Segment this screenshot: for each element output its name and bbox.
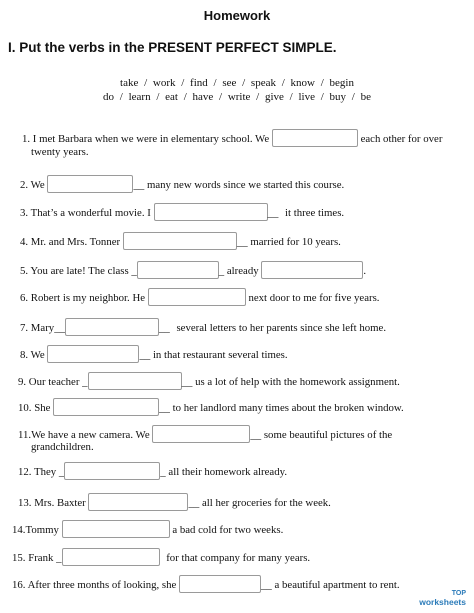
blank-line: __ <box>188 497 200 509</box>
question-text: 15. Frank <box>12 552 54 564</box>
logo-text-bottom: worksheets <box>419 597 466 607</box>
blank-line: _ <box>218 265 225 277</box>
question-text: 2. We <box>20 179 45 191</box>
answer-input-7[interactable] <box>65 318 159 336</box>
question-text: 14.Tommy <box>12 524 59 536</box>
question-text: it three times. <box>285 207 345 219</box>
question-text: 7. Mary <box>20 322 55 334</box>
blank-line: __ <box>54 322 65 334</box>
question-text: 8. We <box>20 349 45 361</box>
question-text: a beautiful apartment to rent. <box>274 579 400 591</box>
question-3 <box>20 203 344 221</box>
question-text: 3. That’s a wonderful movie. I <box>20 207 151 219</box>
logo-text-top: TOP <box>451 590 466 597</box>
blank-line: _ <box>56 552 62 564</box>
question-4 <box>20 232 341 250</box>
topworksheets-logo <box>419 589 466 607</box>
question-text: 6. Robert is my neighbor. He <box>20 292 146 304</box>
answer-input-14[interactable] <box>62 520 170 538</box>
verb-list-row-2: do / learn / eat / have / write / give / live / buy / be <box>103 91 371 103</box>
answer-input-15[interactable] <box>62 548 160 566</box>
question-text: in that restaurant several times. <box>152 349 288 361</box>
exercise-heading: I. Put the verbs in the PRESENT PERFECT SIMPLE. <box>8 40 337 55</box>
question-9 <box>18 372 400 390</box>
question-5 <box>20 261 366 279</box>
answer-input-10[interactable] <box>53 398 159 416</box>
answer-input-5a[interactable] <box>137 261 219 279</box>
question-16 <box>12 575 400 593</box>
question-11-continued: grandchildren. <box>31 441 94 453</box>
question-text: us a lot of help with the homework assignment. <box>195 376 400 388</box>
verb-list-row-1: take / work / find / see / speak / know / begin <box>120 77 354 89</box>
question-6 <box>20 288 380 306</box>
question-text: 9. Our teacher <box>18 376 80 388</box>
question-text: 13. Mrs. Baxter <box>18 497 86 509</box>
blank-line: _ <box>82 376 88 388</box>
question-text: all her groceries for the week. <box>201 497 331 509</box>
question-7 <box>20 318 386 336</box>
question-1-continued: twenty years. <box>31 146 89 158</box>
answer-input-12[interactable] <box>64 462 160 480</box>
question-14 <box>12 520 283 538</box>
question-10 <box>18 398 404 416</box>
answer-input-5b[interactable] <box>261 261 363 279</box>
question-text: married for 10 years. <box>250 236 341 248</box>
answer-input-8[interactable] <box>47 345 139 363</box>
question-text: for that company for many years. <box>166 552 311 564</box>
blank-line: _ <box>131 265 137 277</box>
question-text: 10. She <box>18 402 51 414</box>
question-text: next door to me for five years. <box>248 292 380 304</box>
question-text: each other for over <box>360 133 443 145</box>
blank-line: __ <box>159 402 170 414</box>
blank-line: __ <box>250 429 262 441</box>
question-text: already <box>226 265 259 277</box>
blank-line: __ <box>139 349 151 361</box>
blank-line: _ <box>160 466 166 478</box>
answer-input-16[interactable] <box>179 575 261 593</box>
worksheet-title: Homework <box>203 8 271 23</box>
question-text: some beautiful pictures of the <box>263 429 393 441</box>
question-text: . <box>363 265 367 277</box>
answer-input-4[interactable] <box>123 232 237 250</box>
question-text: 1. I met Barbara when we were in elementary school. We <box>22 133 270 145</box>
question-13 <box>18 493 331 511</box>
question-15 <box>12 548 310 566</box>
blank-line: _ <box>58 466 65 478</box>
question-text: 12. They <box>18 466 57 478</box>
answer-input-9[interactable] <box>88 372 182 390</box>
blank-line: __ <box>181 376 193 388</box>
question-text: 4. Mr. and Mrs. Tonner <box>20 236 121 248</box>
answer-input-3[interactable] <box>154 203 268 221</box>
answer-input-11[interactable] <box>152 425 250 443</box>
question-text: 16. After three months of looking, she <box>12 579 177 591</box>
question-2 <box>20 175 344 193</box>
blank-line: __ <box>261 579 272 591</box>
question-text: many new words since we started this course. <box>146 179 345 191</box>
answer-input-2[interactable] <box>47 175 133 193</box>
question-text: a bad cold for two weeks. <box>172 524 284 536</box>
question-12 <box>18 462 287 480</box>
question-text: 11.We have a new camera. We <box>18 429 150 441</box>
question-8 <box>20 345 288 363</box>
blank-line: __ <box>133 179 145 191</box>
answer-input-1[interactable] <box>272 129 358 147</box>
question-text: 5. You are late! The class <box>20 265 129 277</box>
answer-input-6[interactable] <box>148 288 246 306</box>
blank-line: __ <box>267 207 279 219</box>
question-text: several letters to her parents since she left home. <box>176 322 387 334</box>
question-text: to her landlord many times about the broken window. <box>172 402 404 414</box>
blank-line: __ <box>236 236 248 248</box>
question-text: all their homework already. <box>168 466 288 478</box>
blank-line: __ <box>158 322 170 334</box>
answer-input-13[interactable] <box>88 493 188 511</box>
